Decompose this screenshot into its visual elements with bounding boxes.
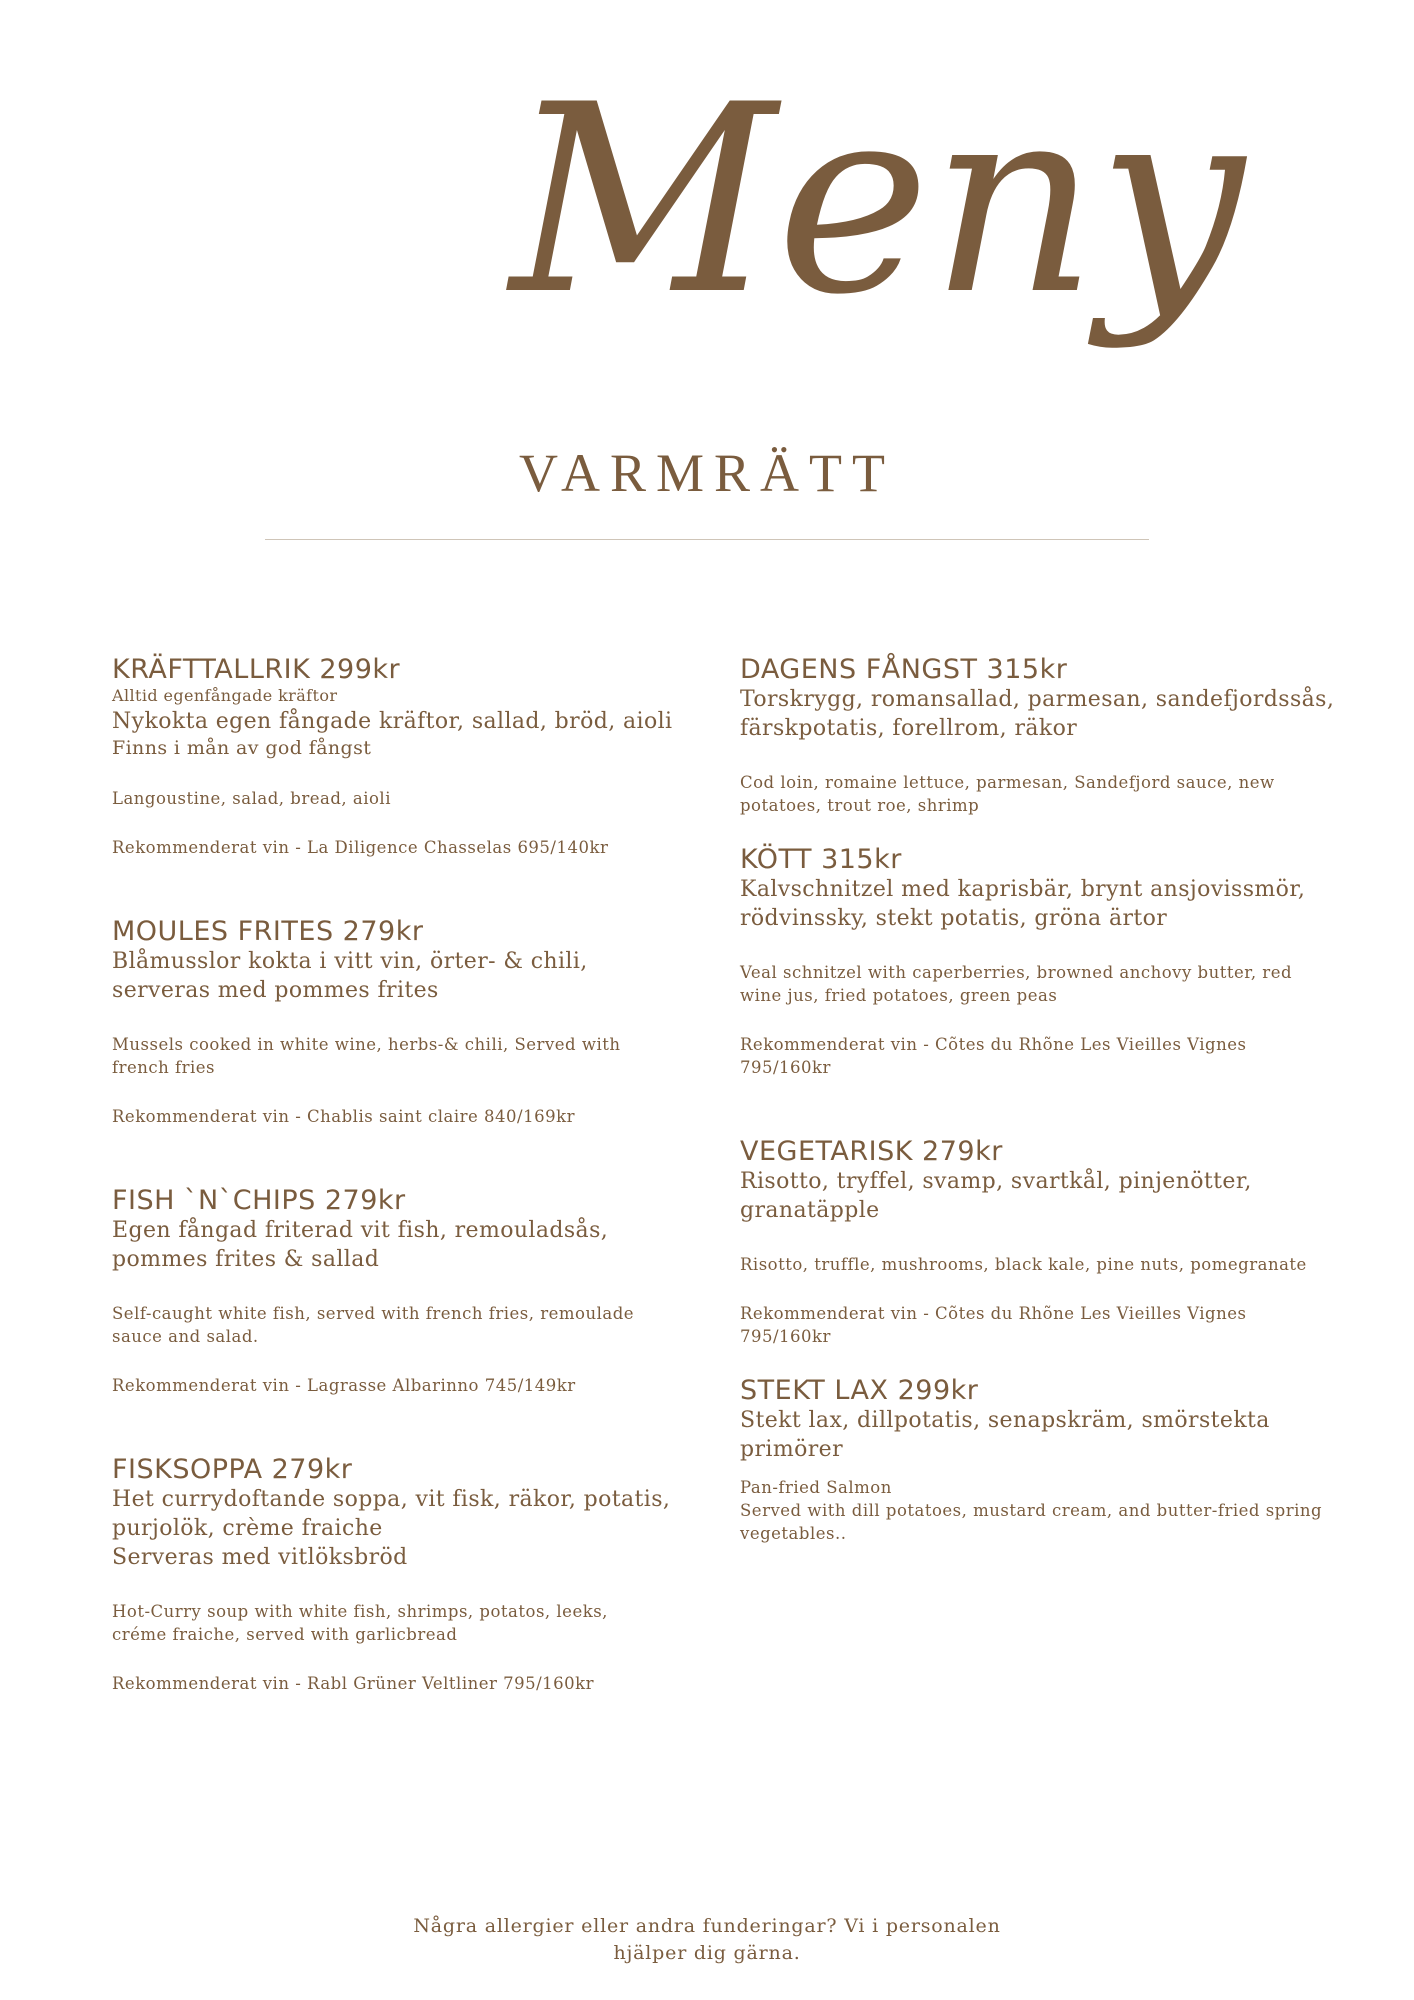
- dish-kott: [740, 845, 1360, 1079]
- dish-description-swedish: Het currydoftande soppa, vit fisk, räkor, potatis, purjolök, crème fraiche Serveras med vitlöksbröd: [112, 1487, 671, 1570]
- dish-description-swedish: Risotto, tryffel, svamp, svartkål, pinjenötter, granatäpple: [740, 1169, 1252, 1223]
- divider: [265, 539, 1149, 540]
- wine-recommendation: Rekommenderat vin - Lagrasse Albarinno 745/149kr: [112, 1376, 576, 1395]
- dish-description-english: Cod loin, romaine lettuce, parmesan, Sandefjord sauce, new potatoes, trout roe, shrimp: [740, 773, 1275, 815]
- dish-title: STEKT LAX 299kr: [740, 1375, 979, 1406]
- dish-krafttallrik: [112, 655, 682, 859]
- dish-note: Alltid egenfångade kräftor: [112, 686, 338, 705]
- dish-fisksoppa: [112, 1455, 682, 1695]
- dish-title: MOULES FRITES 279kr: [112, 916, 424, 947]
- dish-title: KRÄFTTALLRIK 299kr: [112, 654, 401, 685]
- dish-title: FISKSOPPA 279kr: [112, 1454, 353, 1485]
- wine-recommendation: Rekommenderat vin - Rabl Grüner Veltliner 795/160kr: [112, 1674, 595, 1693]
- dish-availability: Finns i mån av god fångst: [112, 737, 372, 759]
- left-column: [112, 655, 682, 1695]
- dish-description-english: Langoustine, salad, bread, aioli: [112, 789, 391, 808]
- dish-title: FISH `N`CHIPS 279kr: [112, 1185, 406, 1216]
- dish-vegetarisk: [740, 1137, 1360, 1348]
- dish-title: DAGENS FÅNGST 315kr: [740, 654, 1068, 685]
- dish-description-swedish: Egen fångad friterad vit fish, remouladsås, pommes frites & sallad: [112, 1218, 609, 1272]
- wine-recommendation: Rekommenderat vin - Cõtes du Rhõne Les Vieilles Vignes 795/160kr: [740, 1304, 1247, 1346]
- dish-title: KÖTT 315kr: [740, 844, 902, 875]
- dish-description-swedish: Stekt lax, dillpotatis, senapskräm, smörstekta primörer: [740, 1408, 1270, 1462]
- dish-description-swedish: Blåmusslor kokta i vitt vin, örter- & chili, serveras med pommes frites: [112, 949, 588, 1003]
- dish-description-swedish: Kalvschnitzel med kaprisbär, brynt ansjovissmör, rödvinssky, stekt potatis, gröna ärtor: [740, 877, 1306, 931]
- dish-stekt-lax: [740, 1376, 1360, 1545]
- meny-logo: [500, 20, 1245, 380]
- wine-recommendation: Rekommenderat vin - Cõtes du Rhõne Les Vieilles Vignes 795/160kr: [740, 1035, 1247, 1077]
- wine-recommendation: Rekommenderat vin - Chablis saint claire 840/169kr: [112, 1107, 575, 1126]
- dish-description-english: Veal schnitzel with caperberries, browned anchovy butter, red wine jus, fried potatoes, green peas: [740, 963, 1293, 1005]
- wine-recommendation: Rekommenderat vin - La Diligence Chasselas 695/140kr: [112, 838, 609, 857]
- dish-description-english: Risotto, truffle, mushrooms, black kale, pine nuts, pomegranate: [740, 1255, 1307, 1274]
- section-title: VARMRÄTT: [518, 443, 896, 503]
- dish-dagens-fangst: [740, 655, 1360, 817]
- dish-description-swedish: Torskrygg, romansallad, parmesan, sandefjordssås, färskpotatis, forellrom, räkor: [740, 687, 1335, 741]
- dish-fish-n-chips: [112, 1186, 682, 1397]
- dish-description-swedish: Nykokta egen fångade kräftor, sallad, bröd, aioli: [112, 709, 673, 734]
- right-column: [740, 655, 1360, 1545]
- dish-description-english: Self-caught white fish, served with french fries, remoulade sauce and salad.: [112, 1304, 635, 1346]
- dish-title: VEGETARISK 279kr: [740, 1136, 1003, 1167]
- dish-description-english: Pan-fried Salmon Served with dill potatoes, mustard cream, and butter-fried spring vegetables..: [740, 1478, 1323, 1543]
- footer-note: Några allergier eller andra funderingar? Vi i personalen hjälper dig gärna.: [413, 1915, 1001, 1964]
- dish-description-english: Hot-Curry soup with white fish, shrimps, potatos, leeks, créme fraiche, served with garlicbread: [112, 1602, 608, 1644]
- dish-description-english: Mussels cooked in white wine, herbs-& chili, Served with french fries: [112, 1035, 621, 1077]
- meny-logo-text: Meny: [510, 50, 1245, 352]
- dish-moules-frites: [112, 917, 682, 1128]
